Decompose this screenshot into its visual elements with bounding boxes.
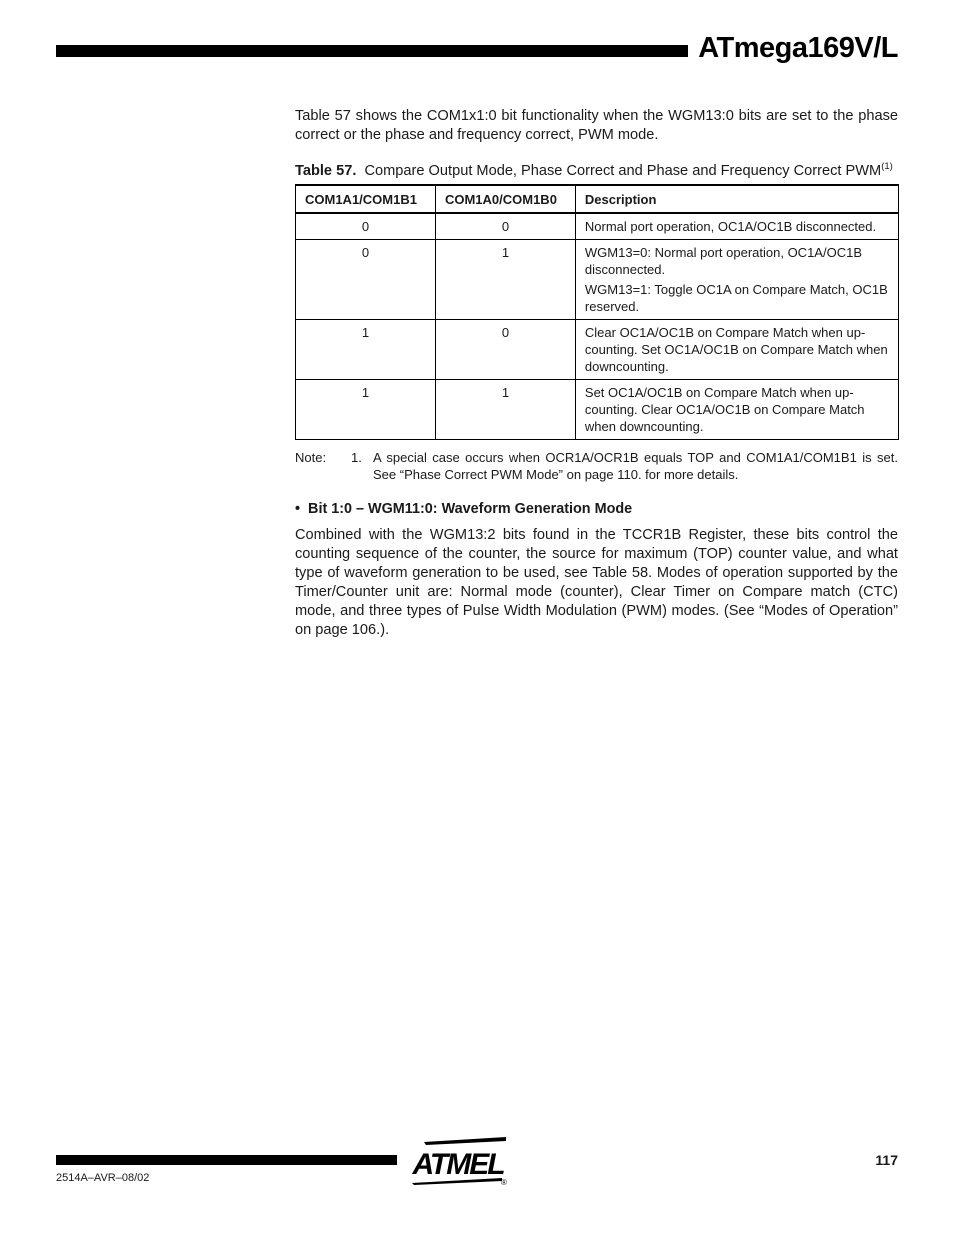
description-cell: [575, 319, 898, 379]
footer-rule: [56, 1155, 397, 1165]
atmel-logo-icon: [410, 1136, 510, 1186]
logo-registered-mark: ®: [501, 1178, 507, 1186]
com1a0-cell: 0: [435, 213, 575, 240]
table-row: [296, 319, 899, 379]
header-rule: [56, 45, 688, 57]
note-label: Note:: [295, 449, 327, 465]
note-text: A special case occurs when OCR1A/OCR1B equals TOP and COM1A1/COM1B1 is set. See “Phase Correct PWM Mode” on page 110. for more details.: [373, 449, 898, 482]
table-row: [296, 213, 899, 240]
table-row: [296, 239, 899, 319]
note-number: 1.: [351, 449, 362, 465]
com1a1-cell: 1: [296, 319, 436, 379]
com1a1-cell: 1: [296, 379, 436, 439]
table-footnote: [295, 449, 898, 483]
section-heading-text: Bit 1:0 – WGM11:0: Waveform Generation Mode: [308, 500, 633, 517]
logo-swoosh-top: [424, 1137, 506, 1145]
compare-output-mode-table: [295, 184, 899, 440]
table-row: [296, 379, 899, 439]
table-caption-footnote-ref: (1): [881, 161, 893, 172]
column-header: COM1A0/COM1B0: [435, 185, 575, 213]
description-cell: [575, 239, 898, 319]
table-caption-text: Compare Output Mode, Phase Correct and Phase and Frequency Correct PWM: [364, 162, 882, 179]
table-caption: [295, 158, 898, 180]
logo-wordmark: ATMEL: [412, 1148, 504, 1181]
main-content: [295, 107, 898, 640]
document-code: 2514A–AVR–08/02: [56, 1172, 150, 1184]
com1a1-cell: 0: [296, 213, 436, 240]
intro-paragraph: Table 57 shows the COM1x1:0 bit functionality when the WGM13:0 bits are set to the phase correct or the phase and frequency correct, PWM mode.: [295, 108, 898, 143]
com1a0-cell: 0: [435, 319, 575, 379]
com1a1-cell: 0: [296, 239, 436, 319]
description-text: WGM13=1: Toggle OC1A on Compare Match, OC1B reserved.: [584, 281, 888, 314]
description-text: Clear OC1A/OC1B on Compare Match when up-counting. Set OC1A/OC1B on Compare Match when downcounting.: [584, 324, 888, 374]
document-title: ATmega169V/L: [698, 32, 898, 64]
description-cell: [575, 379, 898, 439]
com1a0-cell: 1: [435, 379, 575, 439]
bullet-icon: •: [295, 500, 301, 517]
section-heading: [295, 501, 898, 517]
column-header: COM1A1/COM1B1: [296, 185, 436, 213]
description-cell: [575, 213, 898, 240]
section-body: Combined with the WGM13:2 bits found in the TCCR1B Register, these bits control the counting sequence of the counter, the source for maximum (TOP) counter value, and what type of waveform generation to be used, see Table 58. Modes of operation supported by the Timer/Counter unit are: Normal mode (counter), Clear Timer on Compare match (CTC) mode, and three types of Pulse Width Modulation (PWM) modes. (See “Modes of Operation” on page 106.).: [295, 526, 898, 638]
table-caption-label: Table 57.: [295, 162, 357, 179]
description-text: Normal port operation, OC1A/OC1B disconnected.: [584, 218, 877, 234]
table-header-row: [296, 185, 899, 213]
description-text: WGM13=0: Normal port operation, OC1A/OC1B disconnected.: [584, 244, 862, 277]
page-number: 117: [875, 1152, 898, 1168]
description-text: Set OC1A/OC1B on Compare Match when up-counting. Clear OC1A/OC1B on Compare Match when downcounting.: [584, 384, 865, 434]
column-header: Description: [575, 185, 898, 213]
com1a0-cell: 1: [435, 239, 575, 319]
